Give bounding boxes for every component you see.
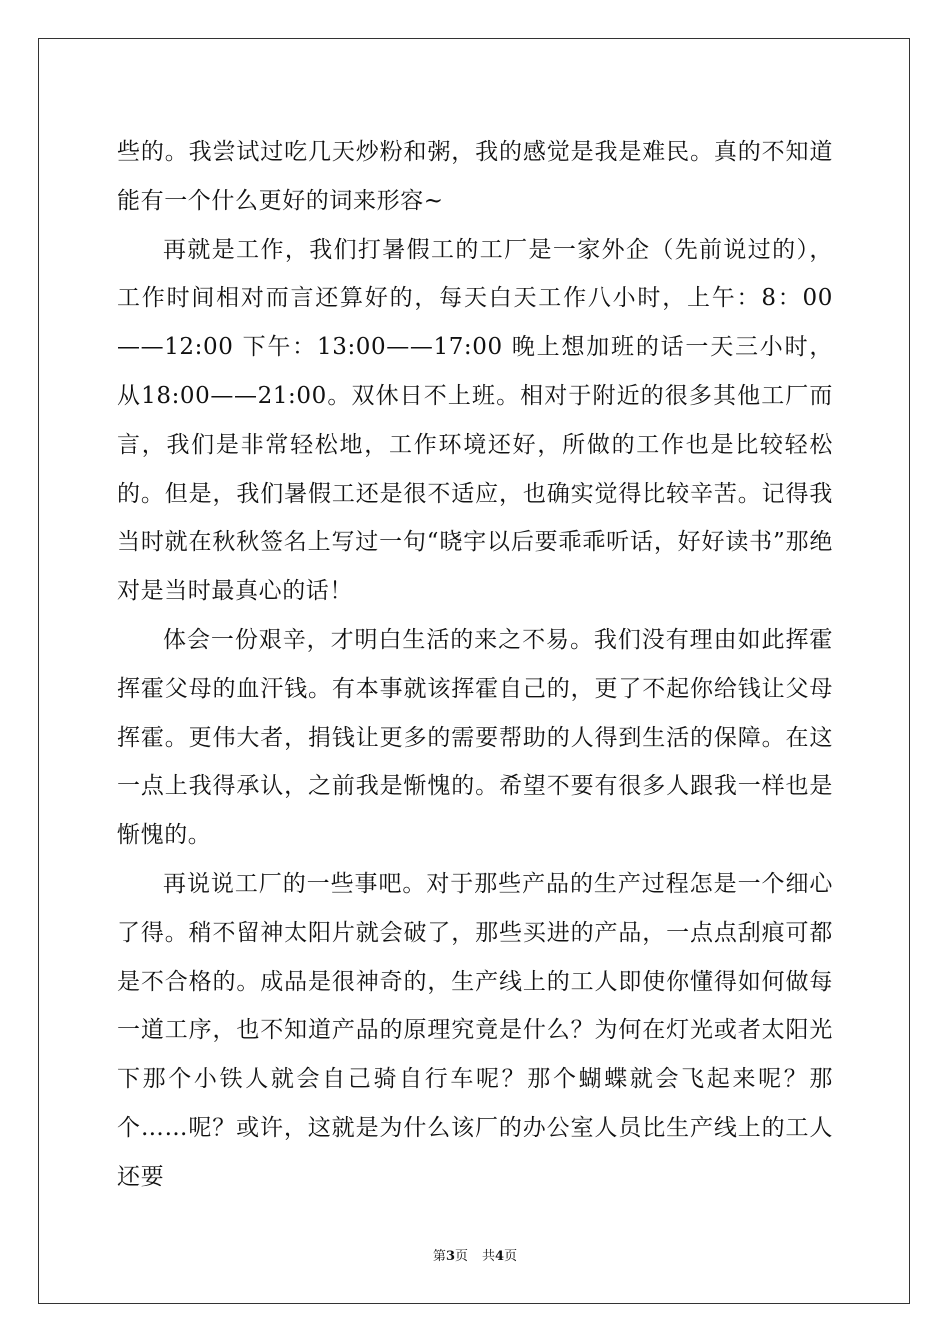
paragraph: 再说说工厂的一些事吧。对于那些产品的生产过程怎是一个细心了得。稍不留神太阳片就会破了，那些买进的产品，一点点刮痕可都是不合格的。成品是很神奇的，生产线上的工人即使你懂得如何做每一道工序，也不知道产品的原理究竟是什么？为何在灯光或者太阳光下那个小铁人就会自己骑自行车呢？那个蝴蝶就会飞起来呢？那个……呢？或许，这就是为什么该厂的办公室人员比生产线上的工人还要 xyxy=(117,870,833,1190)
total-prefix: 共 xyxy=(482,1249,496,1264)
page-footer xyxy=(0,1248,950,1266)
paragraph: 体会一份艰辛，才明白生活的来之不易。我们没有理由如此挥霍挥霍父母的血汗钱。有本事就该挥霍自己的，更了不起你给钱让父母挥霍。更伟大者，捐钱让更多的需要帮助的人得到生活的保障。在这一点上我得承认，之前我是惭愧的。希望不要有很多人跟我一样也是惭愧的。 xyxy=(117,626,833,849)
page-number: 3 xyxy=(445,1249,455,1264)
total-pages: 4 xyxy=(495,1249,505,1264)
page-prefix: 第 xyxy=(432,1249,446,1264)
paragraph: 些的。我尝试过吃几天炒粉和粥，我的感觉是我是难民。真的不知道能有一个什么更好的词来形容~ xyxy=(117,139,833,214)
total-suffix: 页 xyxy=(504,1249,518,1264)
paragraph: 再就是工作，我们打暑假工的工厂是一家外企（先前说过的），工作时间相对而言还算好的，每天白天工作八小时，上午：8：00——12:00 下午：13:00——17:00 晚上想加班的话一天三小时，从18:00——21:00。双休日不上班。相对于附近的很多其他工厂而言，我们是非常轻松地，工作环境还好，所做的工作也是比较轻松的。但是，我们暑假工还是很不适应，也确实觉得比较辛苦。记得我当时就在秋秋签名上写过一句“晓宇以后要乖乖听话，好好读书”那绝对是当时最真心的话！ xyxy=(117,236,833,605)
document-body xyxy=(117,128,833,1202)
page-suffix: 页 xyxy=(454,1249,468,1264)
